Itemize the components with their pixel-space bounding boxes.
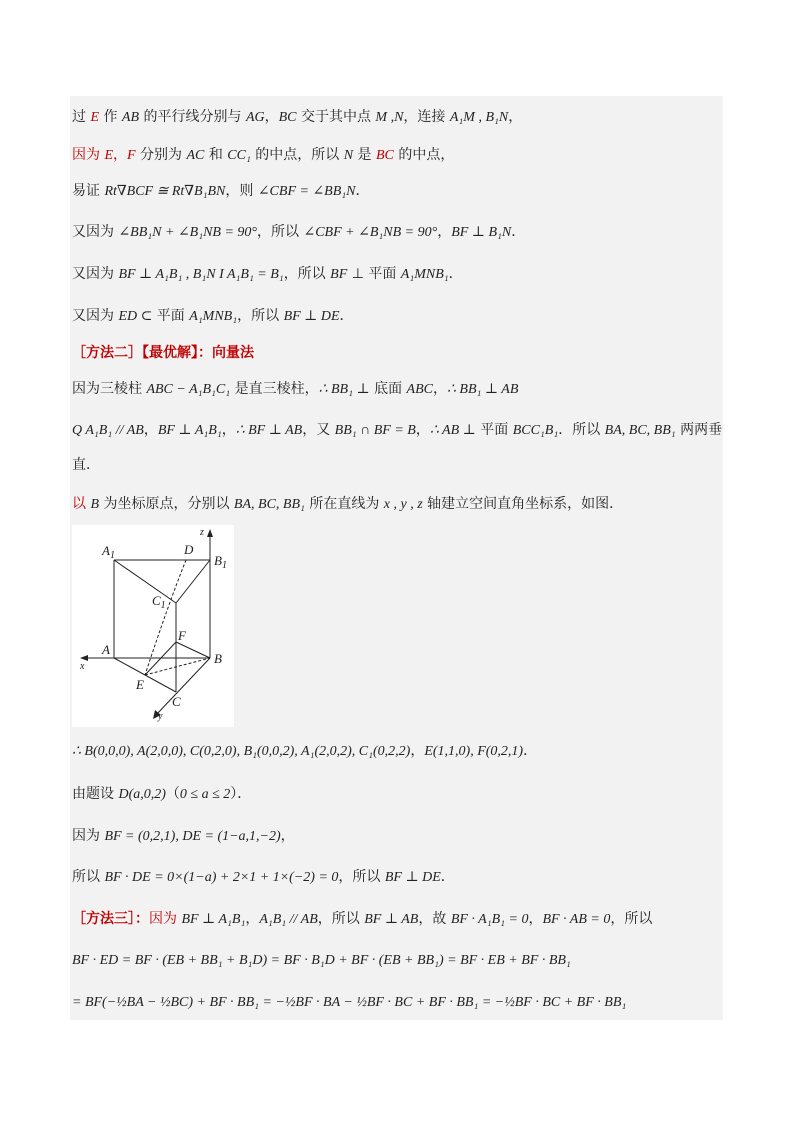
text-segment: AC [186, 148, 205, 163]
text-segment: ∴ BB₁ ⊥ AB [447, 382, 519, 397]
label-y: y [158, 711, 163, 722]
text-segment: M ,N [375, 110, 404, 125]
text-segment: ， [508, 109, 523, 125]
text-segment: ，所以 [237, 308, 284, 324]
text-segment: ， [433, 381, 447, 397]
text-segment: ， [415, 422, 430, 438]
text-segment: ， [221, 422, 236, 438]
text-segment: 因为三棱柱 [72, 381, 147, 397]
text-segment: BF · AB = 0 [542, 912, 611, 927]
text-segment: ， [280, 828, 295, 844]
text-segment: ．所以 [558, 422, 605, 438]
text-segment: 的中点， [393, 147, 455, 163]
text-line [72, 826, 295, 847]
text-segment: E [104, 148, 114, 163]
text-segment: 又因为 [72, 266, 119, 282]
text-line [72, 992, 626, 1013]
text-segment: ∴ AB ⊥ [429, 423, 476, 438]
text-segment: ，则 [225, 183, 258, 199]
text-segment: 是直三棱柱， [230, 381, 319, 397]
text-segment: BF ⊥ A₁B₁ , B₁N I A₁B₁ = B₁ [118, 267, 284, 282]
text-line [72, 950, 571, 971]
text-segment: 和 [204, 147, 228, 163]
text-segment: 0 ≤ a ≤ 2 [179, 787, 231, 802]
text-segment: A₁MNB₁ [400, 267, 449, 282]
text-segment: BF [330, 267, 348, 282]
text-line [72, 420, 722, 441]
label-D: D [184, 542, 194, 557]
label-C1: $C_1$ [152, 593, 166, 611]
text-segment: 因为 [149, 911, 182, 927]
text-segment: F [127, 148, 136, 163]
text-line [72, 343, 254, 363]
text-segment: BF ⊥ B₁N [451, 225, 512, 240]
text-line [72, 107, 522, 128]
text-line [72, 784, 251, 805]
text-segment: ， [113, 147, 128, 163]
text-segment: ，所以 [317, 911, 365, 927]
segment-EB [145, 658, 210, 675]
text-segment: 是 [353, 147, 376, 163]
text-segment: BF ⊥ A₁B₁ [181, 912, 246, 927]
text-segment: ∴ BB₁ ⊥ [318, 382, 370, 397]
y-axis [156, 658, 210, 715]
text-line [72, 455, 100, 475]
text-segment: BB₁ ∩ BF = B [334, 423, 416, 438]
text-segment: ，所以 [283, 266, 331, 282]
text-segment: ∠CBF = ∠BB₁N [257, 184, 356, 199]
text-segment: 为坐标原点，分别以 [99, 496, 234, 512]
text-segment: ∠CBF + ∠B₁NB = 90° [303, 225, 438, 240]
text-segment: N [343, 148, 354, 163]
text-line [72, 306, 354, 327]
edge-A1C1 [114, 560, 176, 603]
text-segment: 底面 [369, 381, 407, 397]
text-segment: E [90, 110, 100, 125]
text-segment: ∴ BF ⊥ AB [235, 423, 303, 438]
text-line [72, 741, 537, 762]
text-segment: ． [448, 266, 463, 282]
text-segment: A₁B₁ // AB [259, 912, 318, 927]
text-segment: ）． [230, 786, 252, 802]
text-segment: ⊥ 平面 [347, 266, 401, 282]
text-segment: BC [375, 148, 394, 163]
text-segment: ． [440, 869, 455, 885]
text-line [72, 181, 370, 202]
label-F: F [178, 628, 186, 643]
prism-diagram [72, 525, 234, 727]
text-segment: AG [245, 110, 265, 125]
text-segment: BC [278, 110, 297, 125]
text-segment: ∴ B(0,0,0), A(2,0,0), C(0,2,0), B₁(0,0,2), A₁(2,0,2), C₁(0,2,2) [72, 744, 411, 759]
text-line [72, 867, 455, 888]
text-segment: B [90, 497, 100, 512]
text-segment: ，所以 [610, 911, 653, 927]
text-segment: BF ⊥ A₁B₁ [157, 423, 222, 438]
z-axis-arrow [207, 529, 213, 537]
text-segment: （ [165, 786, 180, 802]
label-z: z [200, 527, 204, 538]
text-line [72, 494, 623, 515]
text-segment: 直． [72, 457, 100, 473]
text-segment: ， [143, 422, 158, 438]
text-line [72, 909, 652, 930]
label-C: C [172, 694, 181, 709]
text-segment: ABC [406, 382, 433, 397]
label-A: A [102, 642, 110, 657]
text-line [72, 379, 518, 400]
text-segment: A₁MNB₁ [189, 309, 238, 324]
text-segment: BF · DE = 0×(1−a) + 2×1 + 1×(−2) = 0 [104, 870, 339, 885]
text-segment: ［方法二］【最优解】：向量法 [72, 345, 254, 361]
text-segment: ， [410, 743, 425, 759]
text-segment: 所在直线为 [304, 496, 384, 512]
label-E: E [136, 677, 144, 692]
text-segment: ． [339, 308, 354, 324]
text-segment: x , y , z [383, 497, 423, 512]
text-segment: CC₁ [227, 148, 251, 163]
text-segment: 以 [72, 496, 91, 512]
text-segment: 平面 [475, 422, 513, 438]
label-B: B [214, 651, 222, 666]
text-segment: ． [355, 183, 370, 199]
text-segment: 所以 [72, 869, 105, 885]
text-segment: ． [511, 224, 526, 240]
text-segment: D(a,0,2) [118, 787, 166, 802]
text-segment: BA, BC, BB₁ [233, 497, 305, 512]
edge-C1B1 [176, 560, 210, 603]
label-B1: $B_1$ [214, 553, 227, 571]
text-segment: 因为 [72, 828, 105, 844]
text-segment: 又因为 [72, 224, 119, 240]
text-segment: Rt∇BCF ≅ Rt∇B₁BN [104, 184, 226, 199]
text-segment: 过 [72, 109, 91, 125]
prism-figure [72, 525, 234, 727]
text-line [72, 145, 454, 166]
text-segment: ABC − A₁B₁C₁ [146, 382, 231, 397]
text-segment: BF ⊥ DE [283, 309, 340, 324]
text-segment: ， [264, 109, 279, 125]
text-segment: BF · ED = BF · (EB + BB₁ + B₁D) = BF · B₁D + BF · (EB + BB₁) = BF · EB + BF · BB₁ [72, 953, 571, 968]
text-segment: ， [245, 911, 260, 927]
text-segment: 易证 [72, 183, 105, 199]
text-segment: Q A₁B₁ // AB [72, 423, 144, 438]
text-segment: 作 [99, 109, 122, 125]
text-segment: ED ⊂ [118, 309, 153, 324]
text-segment: ∠BB₁N + ∠B₁NB = 90° [118, 225, 258, 240]
text-segment: 因为 [72, 147, 105, 163]
text-segment: 分别为 [135, 147, 187, 163]
text-segment: BF ⊥ AB [364, 912, 419, 927]
text-segment: ，所以 [338, 869, 385, 885]
label-A1: $A_1$ [102, 543, 115, 561]
segment-FB [176, 642, 210, 658]
text-segment: E(1,1,0), F(0,2,1) [424, 744, 524, 759]
text-segment: ，又 [302, 422, 335, 438]
text-segment: ， [437, 224, 452, 240]
text-segment: ． [523, 743, 538, 759]
text-segment: BCC₁B₁ [512, 423, 559, 438]
text-segment: AB [121, 110, 140, 125]
text-segment: ， [528, 911, 543, 927]
text-segment: BA, BC, BB₁ [604, 423, 676, 438]
text-segment: BF ⊥ DE [384, 870, 441, 885]
text-segment: 的平行线分别与 [139, 109, 246, 125]
text-segment: 交于其中点 [296, 109, 376, 125]
text-segment: 两两垂 [675, 422, 723, 438]
text-segment: ，所以 [257, 224, 304, 240]
text-segment: ，故 [418, 911, 451, 927]
text-segment: A₁M , B₁N [449, 110, 509, 125]
text-segment: 轴建立空间直角坐标系，如图． [422, 496, 624, 512]
text-segment: 又因为 [72, 308, 119, 324]
text-segment: 由题设 [72, 786, 119, 802]
text-segment: = BF(−½BA − ½BC) + BF · BB₁ = −½BF · BA − ½BF · BC + BF · BB₁ = −½BF · BC + BF · BB₁ [72, 995, 627, 1010]
text-segment: 平面 [152, 308, 190, 324]
text-segment: BF = (0,2,1), DE = (1−a,1,−2) [104, 829, 281, 844]
text-segment: 的中点，所以 [250, 147, 344, 163]
text-line [72, 264, 463, 285]
label-x: x [80, 661, 85, 672]
text-segment: BF · A₁B₁ = 0 [450, 912, 529, 927]
text-segment: ，连接 [403, 109, 450, 125]
text-segment: ［方法三］： [72, 911, 149, 927]
text-line [72, 222, 525, 243]
